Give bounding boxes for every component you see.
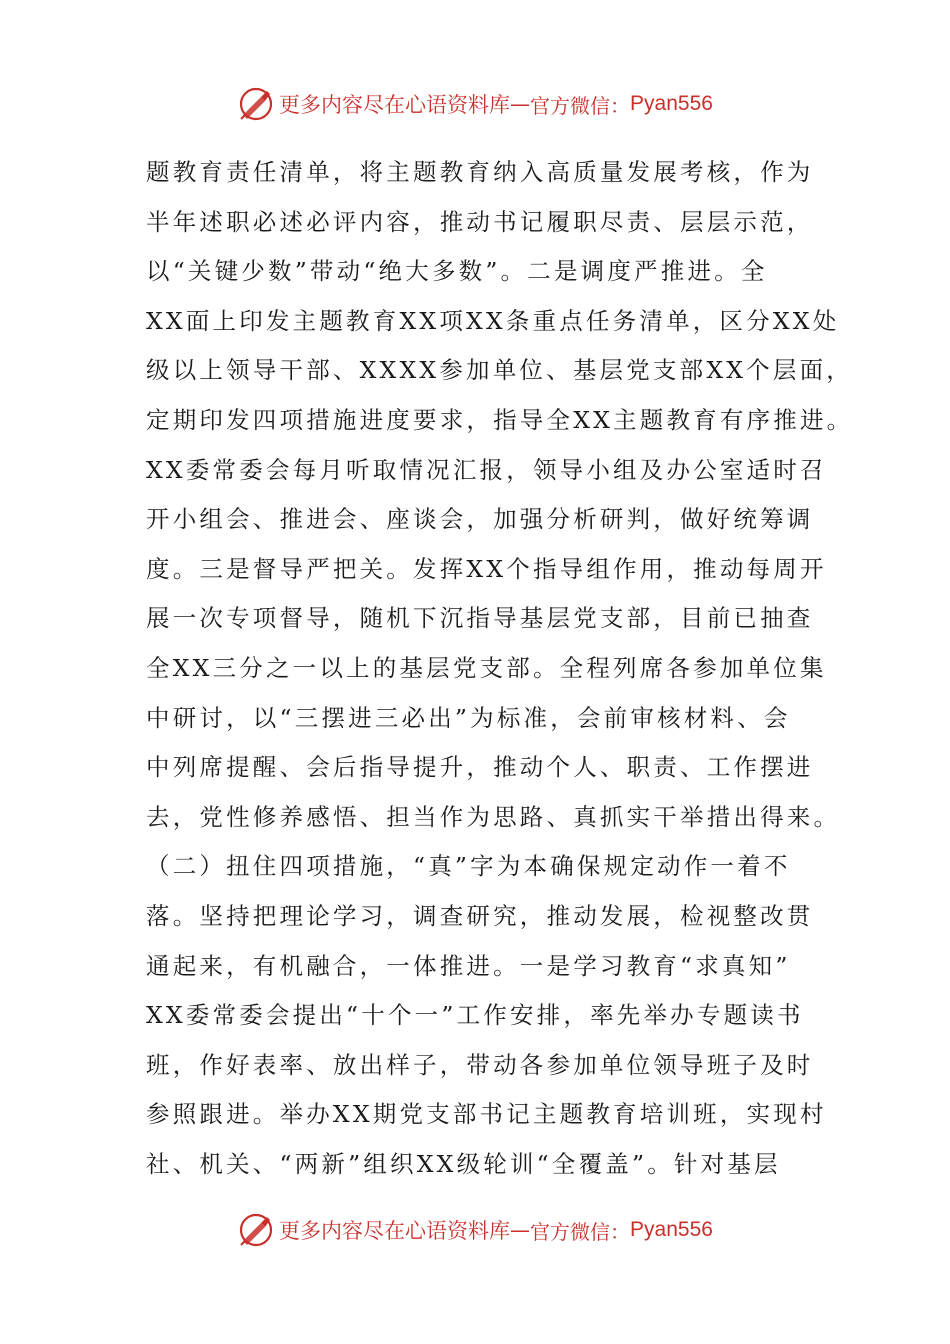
text-line: XX委常委会提出“十个一”工作安排，率先举办专题读书: [146, 1001, 804, 1030]
banner-title: 更多内容尽在心语资料库: [279, 1219, 511, 1243]
text-line: 定期印发四项措施进度要求，指导全XX主题教育有序推进。: [146, 405, 854, 434]
text-line: 级以上领导干部、XXXX参加单位、基层党支部XX个层面，: [146, 356, 853, 385]
document-body: [146, 148, 854, 1189]
banner-wechat-label: 官方微信：: [530, 93, 631, 118]
pen-circle-icon: [237, 85, 275, 123]
text-line: 落。坚持把理论学习，调查研究，推动发展，检视整改贯: [146, 901, 814, 930]
banner-separator: —: [510, 1218, 531, 1242]
footer-banner: [0, 1208, 950, 1252]
text-line: 中研讨，以“三摆进三必出”为标准，会前审核材料、会: [146, 703, 791, 732]
text-line: 以“关键少数”带动“绝大多数”。二是调度严推进。全: [146, 257, 768, 286]
text-line: 题教育责任清单，将主题教育纳入高质量发展考核，作为: [146, 158, 814, 186]
header-banner: [0, 82, 950, 126]
text-line: （二）扭住四项措施，“真”字为本确保规定动作一着不: [146, 852, 791, 881]
banner-title: 更多内容尽在心语资料库: [279, 93, 511, 117]
text-line: 社、机关、“两新”组织XX级轮训“全覆盖”。针对基层: [146, 1149, 781, 1178]
banner-separator: —: [510, 92, 531, 116]
text-line: 半年述职必述必评内容，推动书记履职尽责、层层示范，: [146, 207, 814, 236]
banner-wechat-label: 官方微信：: [530, 1219, 631, 1244]
pen-circle-icon: [237, 1211, 275, 1249]
text-line: 通起来，有机融合，一体推进。一是学习教育“求真知”: [146, 951, 791, 980]
text-line: 中列席提醒、会后指导提升，推动个人、职责、工作摆进: [146, 753, 814, 782]
text-line: 展一次专项督导，随机下沉指导基层党支部，目前已抽查: [146, 604, 814, 633]
banner-wechat-id: Pyan556: [630, 1218, 713, 1241]
text-line: XX面上印发主题教育XX项XX条重点任务清单，区分XX处: [146, 306, 840, 335]
text-line: 度。三是督导严把关。发挥XX个指导组作用，推动每周开: [146, 554, 827, 583]
text-line: 参照跟进。举办XX期党支部书记主题教育培训班，实现村: [146, 1100, 827, 1129]
text-line: 开小组会、推进会、座谈会，加强分析研判，做好统筹调: [146, 505, 814, 534]
banner-wechat-id: Pyan556: [630, 92, 713, 115]
text-line: 全XX三分之一以上的基层党支部。全程列席各参加单位集: [146, 653, 827, 682]
text-line: XX委常委会每月听取情况汇报，领导小组及办公室适时召: [146, 455, 827, 484]
text-line: 班，作好表率、放出样子，带动各参加单位领导班子及时: [146, 1050, 814, 1079]
text-line: 去，党性修养感悟、担当作为思路、真抓实干举措出得来。: [146, 802, 841, 831]
